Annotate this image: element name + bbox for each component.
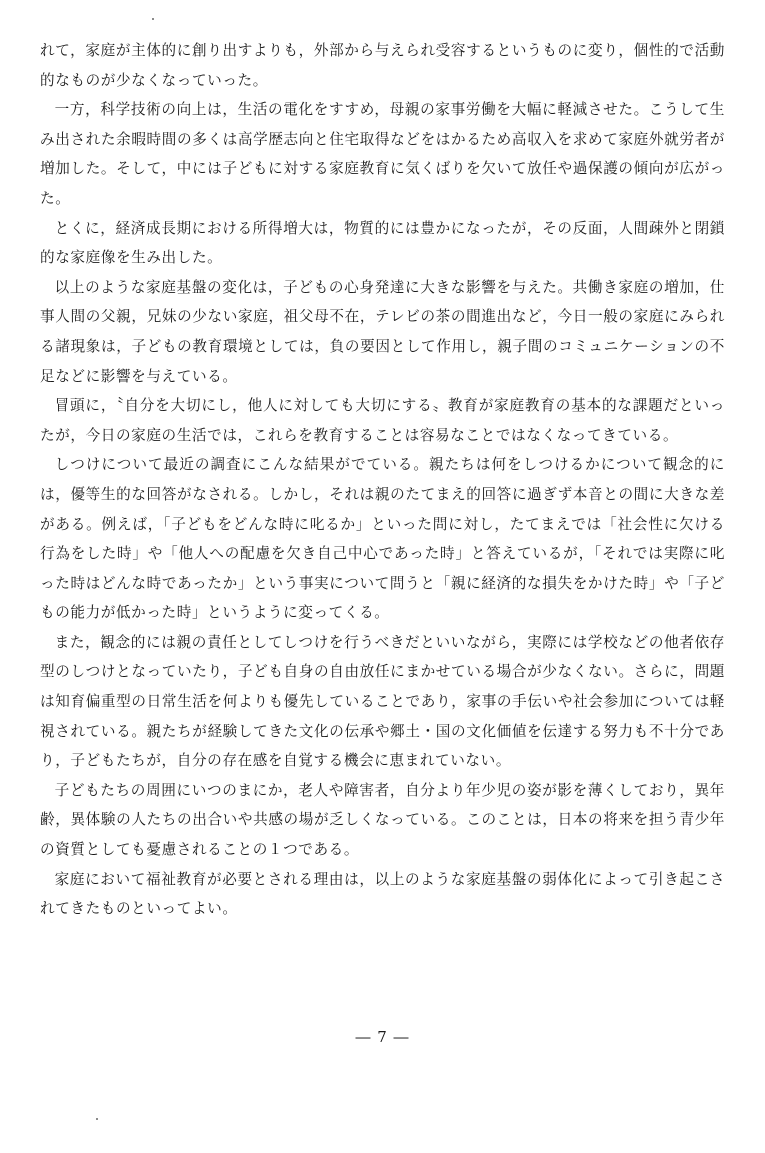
scan-speck [96,1118,98,1120]
page-number: ― 7 ― [355,1028,410,1046]
paragraph: 冒頭に，〝自分を大切にし，他人に対しても大切にする〟教育が家庭教育の基本的な課題だといったが，今日の家庭の生活では，これらを教育することは容易なことではなくなってきている。 [40,397,725,444]
paragraph: 子どもたちの周囲にいつのまにか，老人や障害者，自分より年少児の姿が影を薄くしており，異年齢，異体験の人たちの出合いや共感の場が乏しくなっている。このことは，日本の将来を担う青少年の資質としても憂慮されることの１つである。 [40,781,725,859]
scan-speck [152,18,154,20]
paragraph: とくに，経済成長期における所得増大は，物質的には豊かになったが，その反面，人間疎外と閉鎖的な家庭像を生み出した。 [40,219,725,267]
paragraph: しつけについて最近の調査にこんな結果がでている。親たちは何をしつけるかについて観念的には，優等生的な回答がなされる。しかし，それは親のたてまえ的回答に過ぎず本音との間に大きな差がある。例えば，「子どもをどんな時に叱るか」といった問に対し，たてまえでは「社会性に欠ける行為をした時」や「他人への配慮を欠き自己中心であった時」と答えているが，「それでは実際に叱った時はどんな時であったか」という事実について問うと「親に経済的な損失をかけた時」や「子どもの能力が低かった時」というように変ってくる。 [40,456,725,622]
paragraph: 以上のような家庭基盤の変化は，子どもの心身発達に大きな影響を与えた。共働き家庭の増加，仕事人間の父親，兄妹の少ない家庭，祖父母不在，テレビの茶の間進出など，今日一般の家庭にみられる諸現象は，子どもの教育環境としては，負の要因として作用し，親子間のコミュニケーションの不足などに影響を与えている。 [40,278,725,385]
paragraph: れて，家庭が主体的に創り出すよりも，外部から与えられ受容するというものに変り，個性的で活動的なものが少なくなっていった。 [40,42,725,89]
paragraph: また，観念的には親の責任としてしつけを行うべきだといいながら，実際には学校などの他者依存型のしつけとなっていたり，子ども自身の自由放任にまかせている場合が少なくない。さらに，問題は知育偏重型の日常生活を何よりも優先していることであり，家事の手伝いや社会参加については軽視されている。親たちが経験してきた文化の伝承や郷土・国の文化価値を伝達する努力も不十分であり，子どもたちが，自分の存在感を自覚する機会に恵まれていない。 [40,633,725,770]
paragraph: 一方，科学技術の向上は，生活の電化をすすめ，母親の家事労働を大幅に軽減させた。こうして生み出された余暇時間の多くは高学歴志向と住宅取得などをはかるため高収入を求めて家庭外就労者が増加した。そして，中には子どもに対する家庭教育に気くばりを欠いて放任や過保護の傾向が広がった。 [40,101,725,207]
paragraph: 家庭において福祉教育が必要とされる理由は，以上のような家庭基盤の弱体化によって引き起こされてきたものといってよい。 [40,870,725,918]
body-text [40,36,725,924]
